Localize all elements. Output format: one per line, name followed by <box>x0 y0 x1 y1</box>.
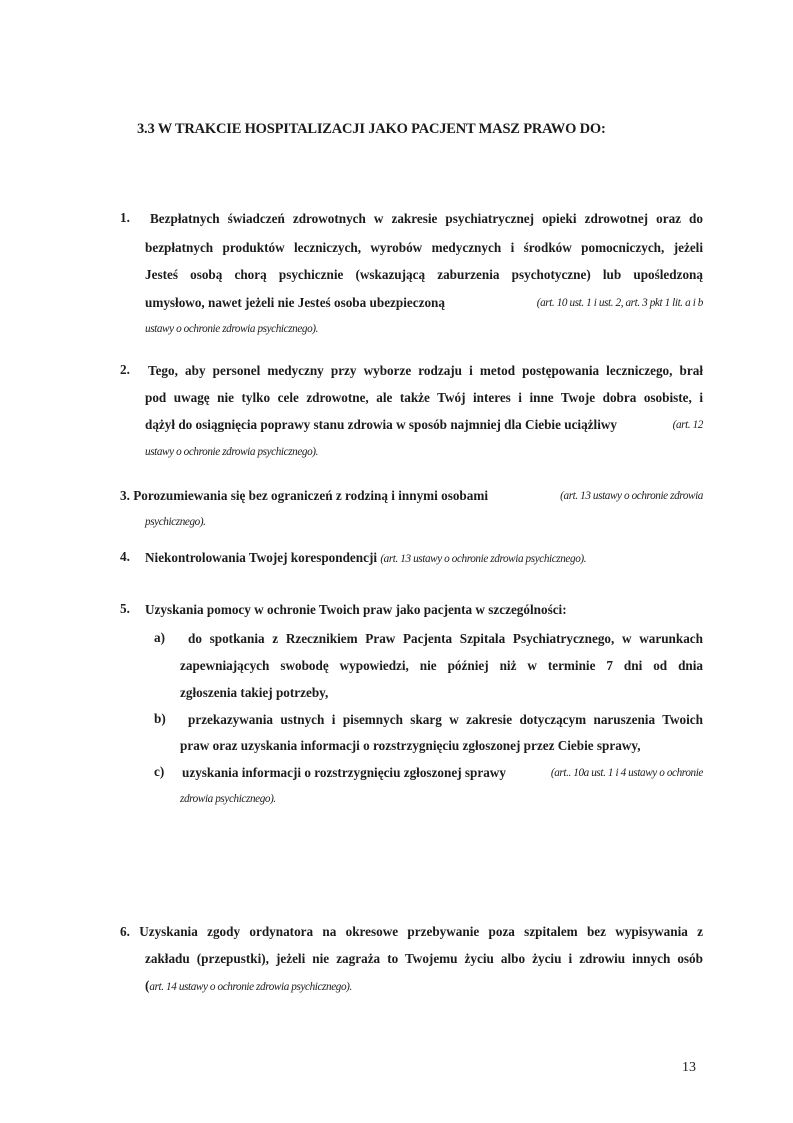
item-text-line: 6. Uzyskania zgody ordynatora na okresowe przebywanie poza szpitalem bez wypisywania z <box>120 924 703 939</box>
item-text: dążył do osiągnięcia poprawy stanu zdrowia w sposób najmniej dla Ciebie uciążliwy <box>145 417 617 432</box>
item-text-line: praw oraz uzyskania informacji o rozstrzygnięciu zgłoszonej przez Ciebie sprawy, <box>180 738 641 753</box>
item-text: Niekontrolowania Twojej korespondencji <box>145 550 378 565</box>
item-text-line: bezpłatnych produktów leczniczych, wyrobów medycznych i środków pomocniczych, jeżeli <box>145 240 703 255</box>
item-number: 5. <box>120 601 130 616</box>
item-number: 1. <box>120 210 130 225</box>
item-number: 2. <box>120 362 130 377</box>
legal-citation: zdrowia psychicznego). <box>180 793 276 805</box>
item-text-line: do spotkania z Rzecznikiem Praw Pacjenta Szpitala Psychiatrycznego, w warunkach <box>188 631 703 646</box>
item-text: umysłowo, nawet jeżeli nie Jesteś osoba ubezpieczoną <box>145 295 445 310</box>
legal-citation: (art. 13 ustawy o ochronie zdrowia psychicznego). <box>380 553 587 565</box>
subitem-label: a) <box>154 630 165 645</box>
item-text-line: Bezpłatnych świadczeń zdrowotnych w zakresie psychiatrycznej opieki zdrowotnej oraz do <box>150 211 703 226</box>
item-text-line <box>120 487 703 505</box>
item-text-line: zakładu (przepustki), jeżeli nie zagraża to Twojemu życiu albo życiu i zdrowiu innych osób <box>145 951 703 966</box>
legal-citation: ustawy o ochronie zdrowia psychicznego). <box>145 323 319 335</box>
item-text-line: zapewniających swobodę wypowiedzi, nie później niż w terminie 7 dni od dnia <box>180 658 703 673</box>
open-paren: ( <box>145 978 150 993</box>
subitem-label: b) <box>154 711 166 726</box>
legal-citation: art. 14 ustawy o ochronie zdrowia psychicznego). <box>149 981 352 993</box>
legal-citation: (art. 12 <box>672 419 703 431</box>
item-text-line: przekazywania ustnych i pisemnych skarg w zakresie dotyczącym naruszenia Twoich <box>188 712 703 727</box>
legal-citation: (art. 13 ustawy o ochronie zdrowia <box>560 490 703 502</box>
legal-citation: psychicznego). <box>145 516 206 528</box>
item-text: 3. Porozumiewania się bez ograniczeń z rodziną i innymi osobami <box>120 488 489 503</box>
item-text-line: pod uwagę nie tylko cele zdrowotne, ale także Twój interes i inne Twoje dobra osobiste, i <box>145 390 703 405</box>
item-number: 4. <box>120 549 130 564</box>
item-text-line: Jesteś osobą chorą psychicznie (wskazującą zaburzenia psychotyczne) lub upośledzoną <box>145 267 703 282</box>
item-text-line <box>145 416 703 434</box>
item-text-line <box>145 294 703 312</box>
legal-citation: (art.. 10a ust. 1 i 4 ustawy o ochronie <box>550 767 703 779</box>
item-text-line <box>145 549 586 568</box>
section-title: 3.3 W TRAKCIE HOSPITALIZACJI JAKO PACJENT MASZ PRAWO DO: <box>137 121 606 137</box>
legal-citation: (art. 10 ust. 1 i ust. 2, art. 3 pkt 1 lit. a i b <box>536 297 703 309</box>
item-text-line <box>182 764 703 782</box>
item-text: uzyskania informacji o rozstrzygnięciu zgłoszonej sprawy <box>182 765 506 780</box>
page-number: 13 <box>682 1060 696 1075</box>
item-text-line <box>145 977 352 996</box>
item-text-line: Tego, aby personel medyczny przy wyborze rodzaju i metod postępowania leczniczego, brał <box>148 363 703 378</box>
item-text-line: Uzyskania pomocy w ochronie Twoich praw jako pacjenta w szczególności: <box>145 602 567 617</box>
subitem-label: c) <box>154 764 165 779</box>
item-text-line: zgłoszenia takiej potrzeby, <box>180 685 329 700</box>
legal-citation: ustawy o ochronie zdrowia psychicznego). <box>145 446 319 458</box>
